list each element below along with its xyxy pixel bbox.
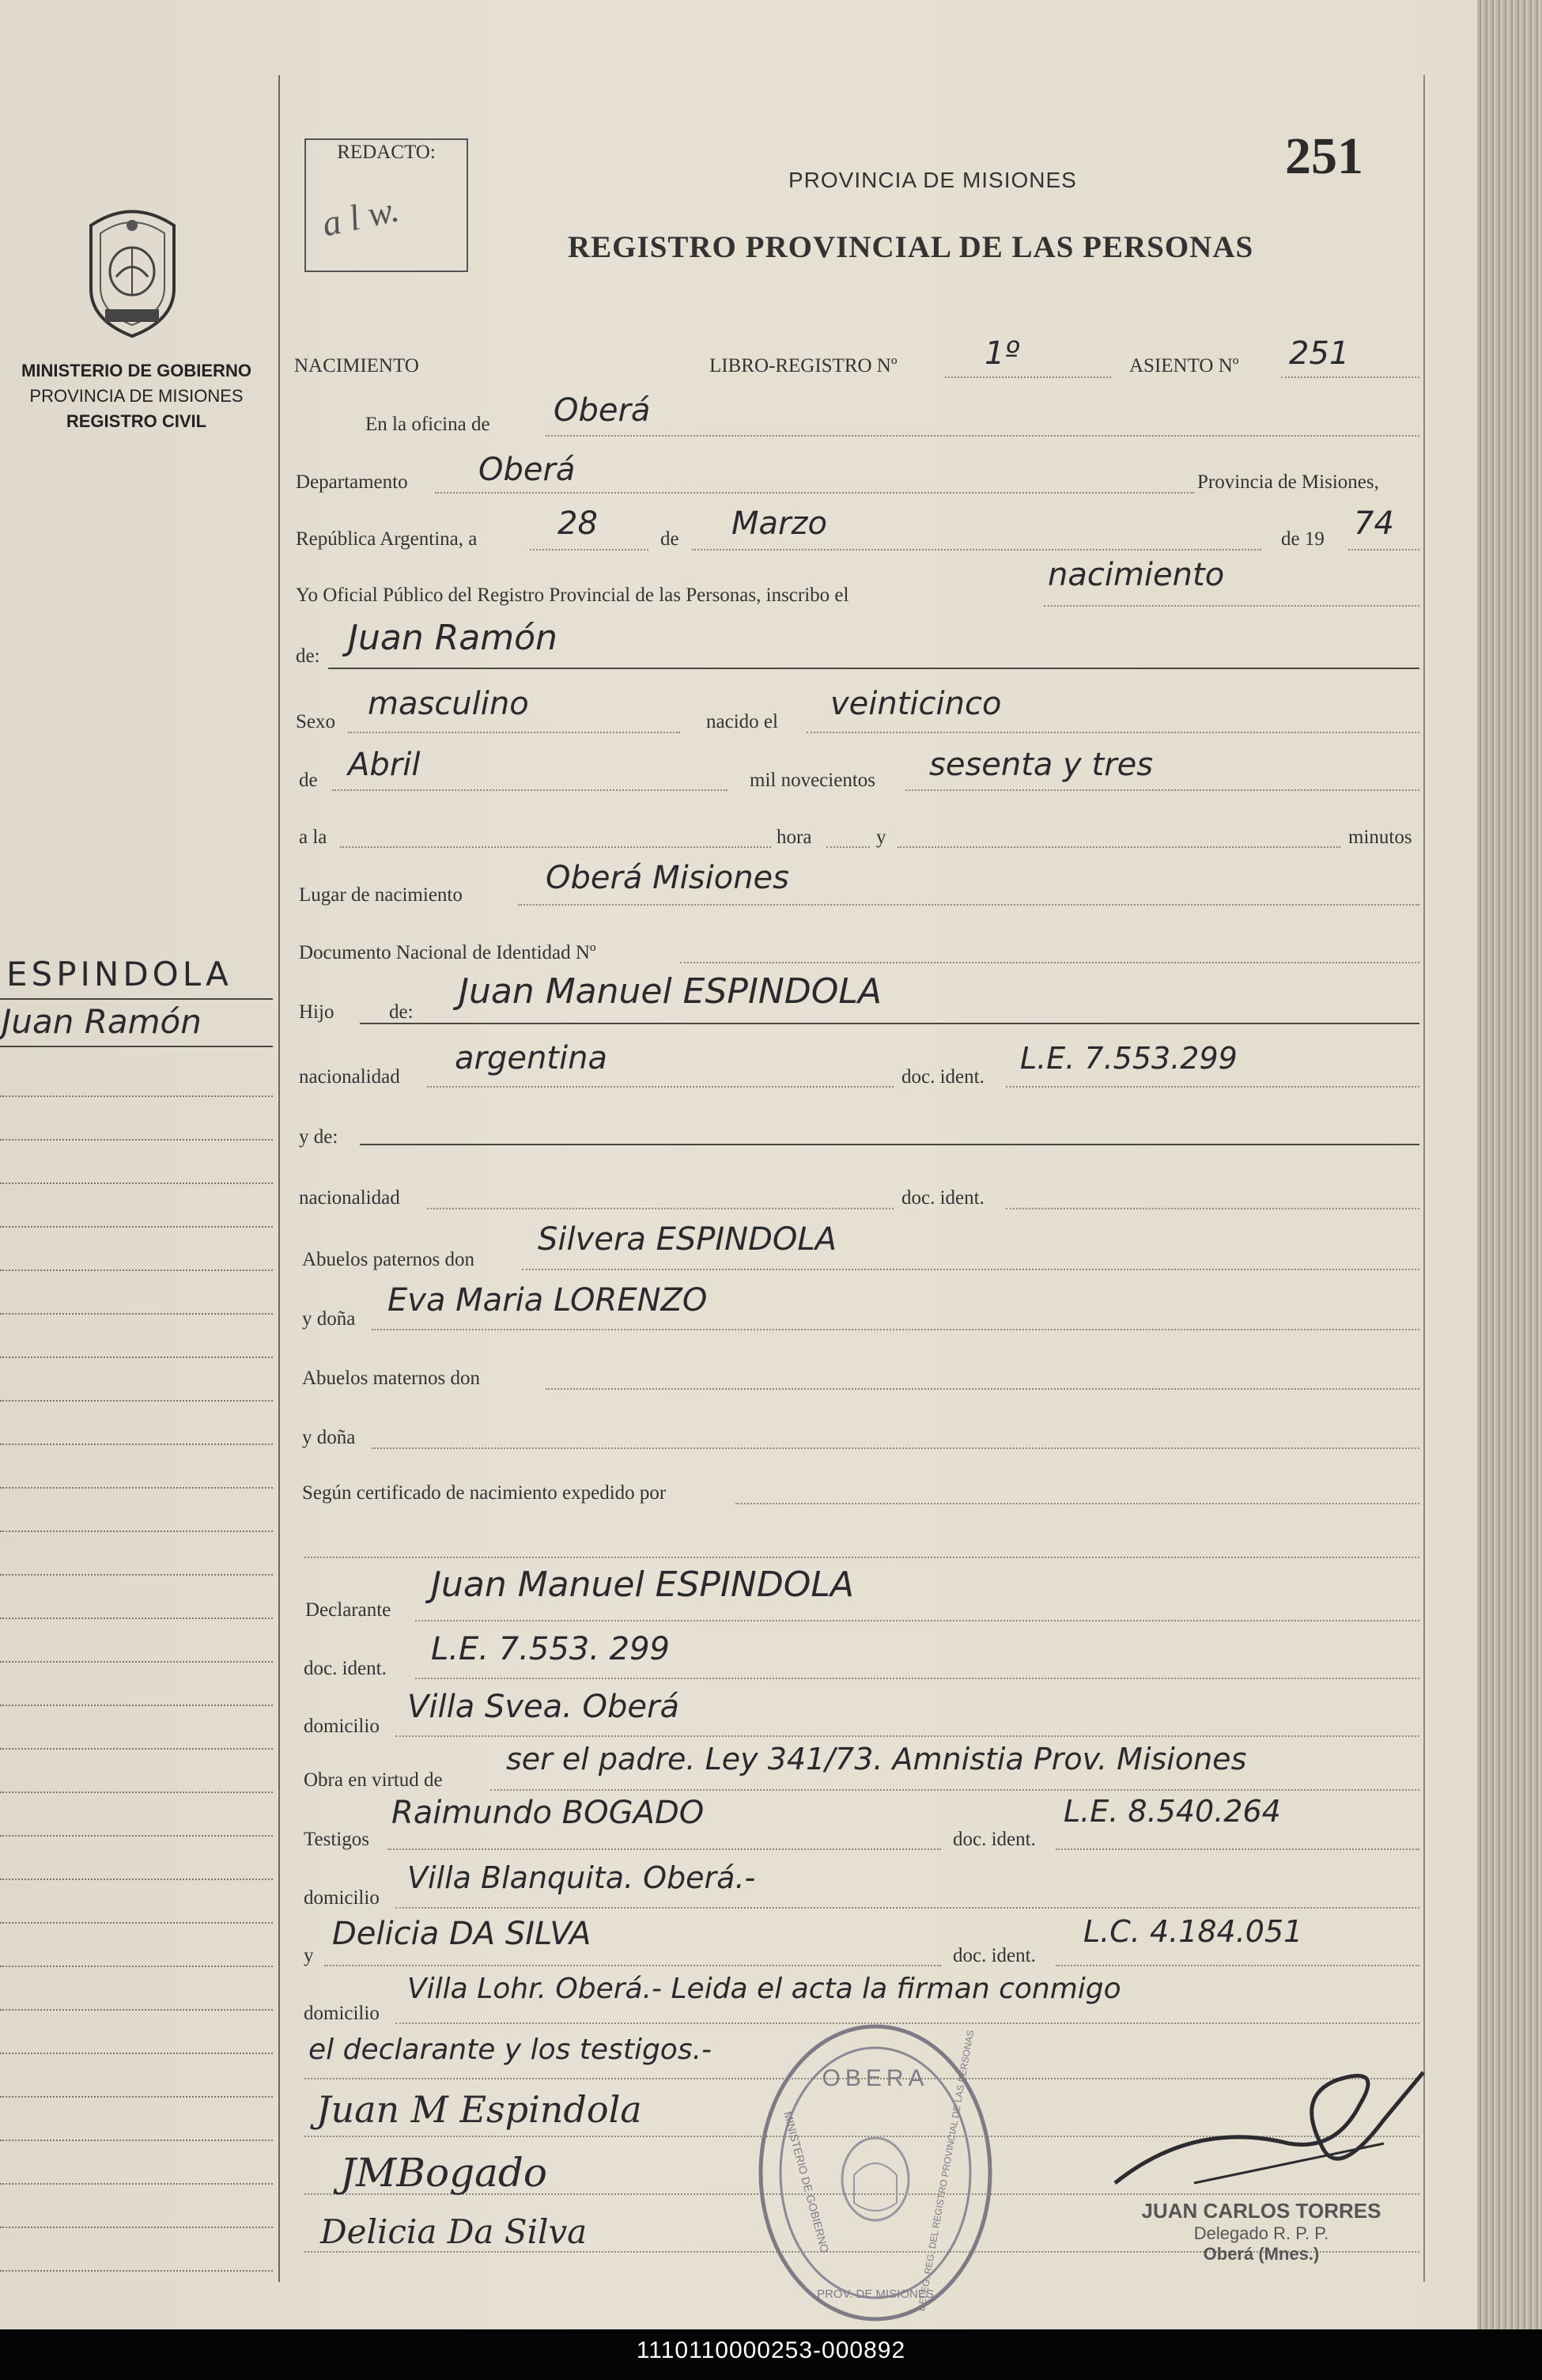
value-sexo: masculino — [368, 686, 529, 722]
dotted-line — [735, 1503, 1419, 1504]
dotted-line — [945, 376, 1111, 378]
dotted-line — [546, 1388, 1419, 1390]
dotted-line — [304, 1557, 1419, 1558]
signature-testigo-2: Delicia Da Silva — [320, 2212, 588, 2251]
dotted-line — [415, 1620, 1419, 1621]
label-de-month: de — [299, 770, 318, 791]
label-republica: República Argentina, a — [296, 528, 478, 550]
label-doc-ident-3: doc. ident. — [304, 1658, 387, 1679]
value-testigo-1-doc: L.E. 8.540.264 — [1064, 1794, 1281, 1829]
dotted-line — [427, 1208, 894, 1209]
label-doc-ident-5: doc. ident. — [953, 1945, 1036, 1966]
dotted-line — [427, 1086, 894, 1088]
value-birth-year: sesenta y tres — [929, 747, 1154, 783]
signature-declarante: Juan M Espindola — [316, 2088, 642, 2131]
label-y-de: y de: — [299, 1126, 338, 1148]
value-lugar: Oberá Misiones — [546, 860, 790, 896]
value-father-name: Juan Manuel ESPINDOLA — [459, 971, 882, 1012]
value-father-doc: L.E. 7.553.299 — [1020, 1041, 1238, 1076]
dotted-line — [1044, 605, 1419, 607]
margin-note-underline — [0, 998, 273, 1000]
value-declarante: Juan Manuel ESPINDOLA — [431, 1565, 854, 1605]
dotted-line — [905, 789, 1419, 791]
label-nacionalidad-2: nacionalidad — [299, 1187, 400, 1209]
dotted-line — [372, 1447, 1419, 1449]
dotted-line — [826, 846, 870, 848]
officer-name: JUAN CARLOS TORRES — [1141, 2199, 1381, 2223]
dotted-line — [1348, 549, 1419, 551]
footer-code: 1110110000253-000892 — [636, 2337, 906, 2363]
label-domicilio: domicilio — [304, 1716, 380, 1737]
dotted-line — [1056, 1848, 1419, 1850]
signature-testigo-1: JMBogado — [340, 2150, 548, 2196]
dotted-line — [530, 549, 648, 551]
label-abuelos-paternos: Abuelos paternos don — [302, 1249, 475, 1270]
label-sexo: Sexo — [296, 711, 335, 732]
margin-given-name: Juan Ramón — [2, 1002, 202, 1041]
value-testigo-2: Delicia DA SILVA — [332, 1916, 591, 1952]
value-obra: ser el padre. Ley 341/73. Amnistia Prov. Misiones — [506, 1742, 1247, 1776]
label-oficina: En la oficina de — [365, 414, 490, 435]
dotted-line — [692, 549, 1261, 551]
label-oficial: Yo Oficial Público del Registro Provincial de las Personas, inscribo el — [296, 585, 849, 606]
value-person-name: Juan Ramón — [348, 618, 557, 658]
registry-heading: REGISTRO PROVINCIAL DE LAS PERSONAS — [568, 230, 1254, 264]
officer-signature-icon — [1099, 2025, 1431, 2215]
value-asiento: 251 — [1289, 335, 1350, 372]
value-abuelo-paterno: Silvera ESPINDOLA — [538, 1221, 837, 1258]
label-libro: LIBRO-REGISTRO Nº — [709, 355, 898, 376]
label-testigos: Testigos — [304, 1829, 369, 1850]
dotted-line — [1281, 376, 1419, 378]
label-y-2: y — [304, 1945, 314, 1966]
label-obra: Obra en virtud de — [304, 1769, 443, 1791]
value-nacido: veinticinco — [830, 686, 1002, 722]
margin-surname: ESPINDOLA — [6, 955, 232, 993]
official-stamp-icon — [755, 2021, 996, 2325]
label-lugar: Lugar de nacimiento — [299, 884, 463, 906]
officer-place: Oberá (Mnes.) — [1203, 2244, 1320, 2264]
value-month: Marzo — [731, 505, 827, 542]
dotted-line — [395, 1907, 1419, 1909]
label-hijo: Hijo — [299, 1001, 334, 1023]
value-year: 74 — [1354, 505, 1394, 542]
label-y-dona-2: y doña — [302, 1427, 356, 1448]
label-departamento: Departamento — [296, 471, 408, 493]
label-abuelos-maternos: Abuelos maternos don — [302, 1368, 480, 1389]
value-closing-line: el declarante y los testigos.- — [308, 2034, 712, 2066]
dotted-line — [324, 1965, 941, 1966]
redacto-label: REDACTO: — [337, 142, 436, 163]
solid-rule — [360, 1023, 1419, 1024]
dotted-line — [522, 1269, 1419, 1270]
dotted-line — [332, 789, 728, 791]
label-nacimiento: NACIMIENTO — [294, 355, 419, 376]
label-nacionalidad: nacionalidad — [299, 1066, 400, 1088]
dotted-line — [1056, 1965, 1419, 1966]
label-de-colon: de: — [296, 645, 320, 667]
label-doc-ident-2: doc. ident. — [901, 1187, 985, 1209]
label-hora: hora — [777, 827, 812, 848]
dotted-line — [415, 1678, 1419, 1679]
value-libro: 1º — [985, 335, 1020, 372]
value-inscribo: nacimiento — [1048, 557, 1225, 593]
value-oficina: Oberá — [554, 392, 651, 429]
value-testigo-2-domicilio: Villa Lohr. Oberá.- Leida el acta la firman conmigo — [407, 1973, 1121, 2005]
label-a-la: a la — [299, 827, 327, 848]
dotted-line — [807, 732, 1419, 733]
margin-rule — [278, 75, 280, 2282]
dotted-line — [435, 492, 1194, 494]
value-departamento: Oberá — [478, 452, 576, 488]
label-de: de — [660, 528, 679, 550]
solid-rule — [328, 668, 1419, 669]
value-declarante-doc: L.E. 7.553. 299 — [431, 1631, 670, 1667]
dotted-line — [348, 732, 680, 733]
dotted-line — [1006, 1208, 1419, 1209]
dotted-line — [546, 435, 1419, 437]
right-border-rule — [1423, 75, 1425, 2282]
ministry-line3: REGISTRO CIVIL — [66, 411, 207, 431]
label-y: y — [876, 827, 886, 848]
solid-rule — [360, 1144, 1419, 1145]
dotted-line — [372, 1329, 1419, 1330]
ministry-block — [0, 358, 273, 434]
label-minutos: minutos — [1348, 827, 1412, 848]
redacto-initials: a l w. — [318, 188, 403, 244]
dotted-line — [680, 962, 1419, 963]
stamp-top-text: OBERA — [822, 2065, 929, 2091]
ministry-line2: PROVINCIA DE MISIONES — [29, 386, 244, 406]
officer-block — [1131, 2199, 1392, 2265]
record-number: 251 — [1285, 127, 1363, 185]
label-domicilio-3: domicilio — [304, 2003, 380, 2024]
label-provincia-misiones: Provincia de Misiones, — [1197, 471, 1379, 493]
label-doc-ident: doc. ident. — [901, 1066, 985, 1088]
dotted-line — [340, 846, 771, 848]
dotted-line — [387, 1848, 941, 1850]
ministry-line1: MINISTERIO DE GOBIERNO — [21, 361, 251, 380]
stamp-left-text: MINISTERIO DE GOBIERNO — [781, 2109, 832, 2254]
value-testigo-1-domicilio: Villa Blanquita. Oberá.- — [407, 1860, 756, 1895]
label-dni: Documento Nacional de Identidad Nº — [299, 942, 596, 963]
value-declarante-domicilio: Villa Svea. Oberá — [407, 1689, 679, 1725]
province-heading: PROVINCIA DE MISIONES — [788, 168, 1077, 192]
value-day: 28 — [557, 505, 598, 542]
dotted-line — [518, 904, 1419, 906]
dotted-line — [1006, 1086, 1419, 1088]
label-y-dona: y doña — [302, 1308, 356, 1330]
dotted-line — [490, 1789, 1419, 1791]
stamp-ring-text: DELEG. REG. DEL REGISTRO PROVINCIAL DE LAS PERSONAS — [915, 2029, 977, 2313]
label-mil-novecientos: mil novecientos — [750, 770, 875, 791]
margin-note-underline — [0, 1046, 273, 1047]
value-father-nationality: argentina — [455, 1040, 607, 1076]
label-nacido: nacido el — [706, 711, 778, 732]
label-year: de 19 — [1281, 528, 1325, 550]
officer-title: Delegado R. P. P. — [1193, 2223, 1329, 2243]
label-declarante: Declarante — [305, 1599, 391, 1621]
label-domicilio-2: domicilio — [304, 1887, 380, 1909]
value-birth-month: Abril — [348, 747, 421, 783]
value-testigo-1: Raimundo BOGADO — [391, 1795, 705, 1831]
label-hijo-de: de: — [389, 1001, 414, 1023]
label-asiento: ASIENTO Nº — [1129, 355, 1239, 376]
coat-of-arms-seal-icon — [75, 202, 190, 340]
book-page-edges — [1477, 0, 1542, 2329]
dotted-line — [898, 846, 1340, 848]
stamp-bottom-text: PROV. DE MISIONES — [817, 2287, 934, 2301]
redacto-box — [304, 138, 468, 272]
value-abuela-paterna: Eva Maria LORENZO — [387, 1282, 708, 1319]
label-doc-ident-4: doc. ident. — [953, 1829, 1036, 1850]
label-segun-certificado: Según certificado de nacimiento expedido por — [302, 1482, 667, 1504]
value-testigo-2-doc: L.C. 4.184.051 — [1083, 1914, 1303, 1949]
dotted-line — [395, 1735, 1419, 1737]
